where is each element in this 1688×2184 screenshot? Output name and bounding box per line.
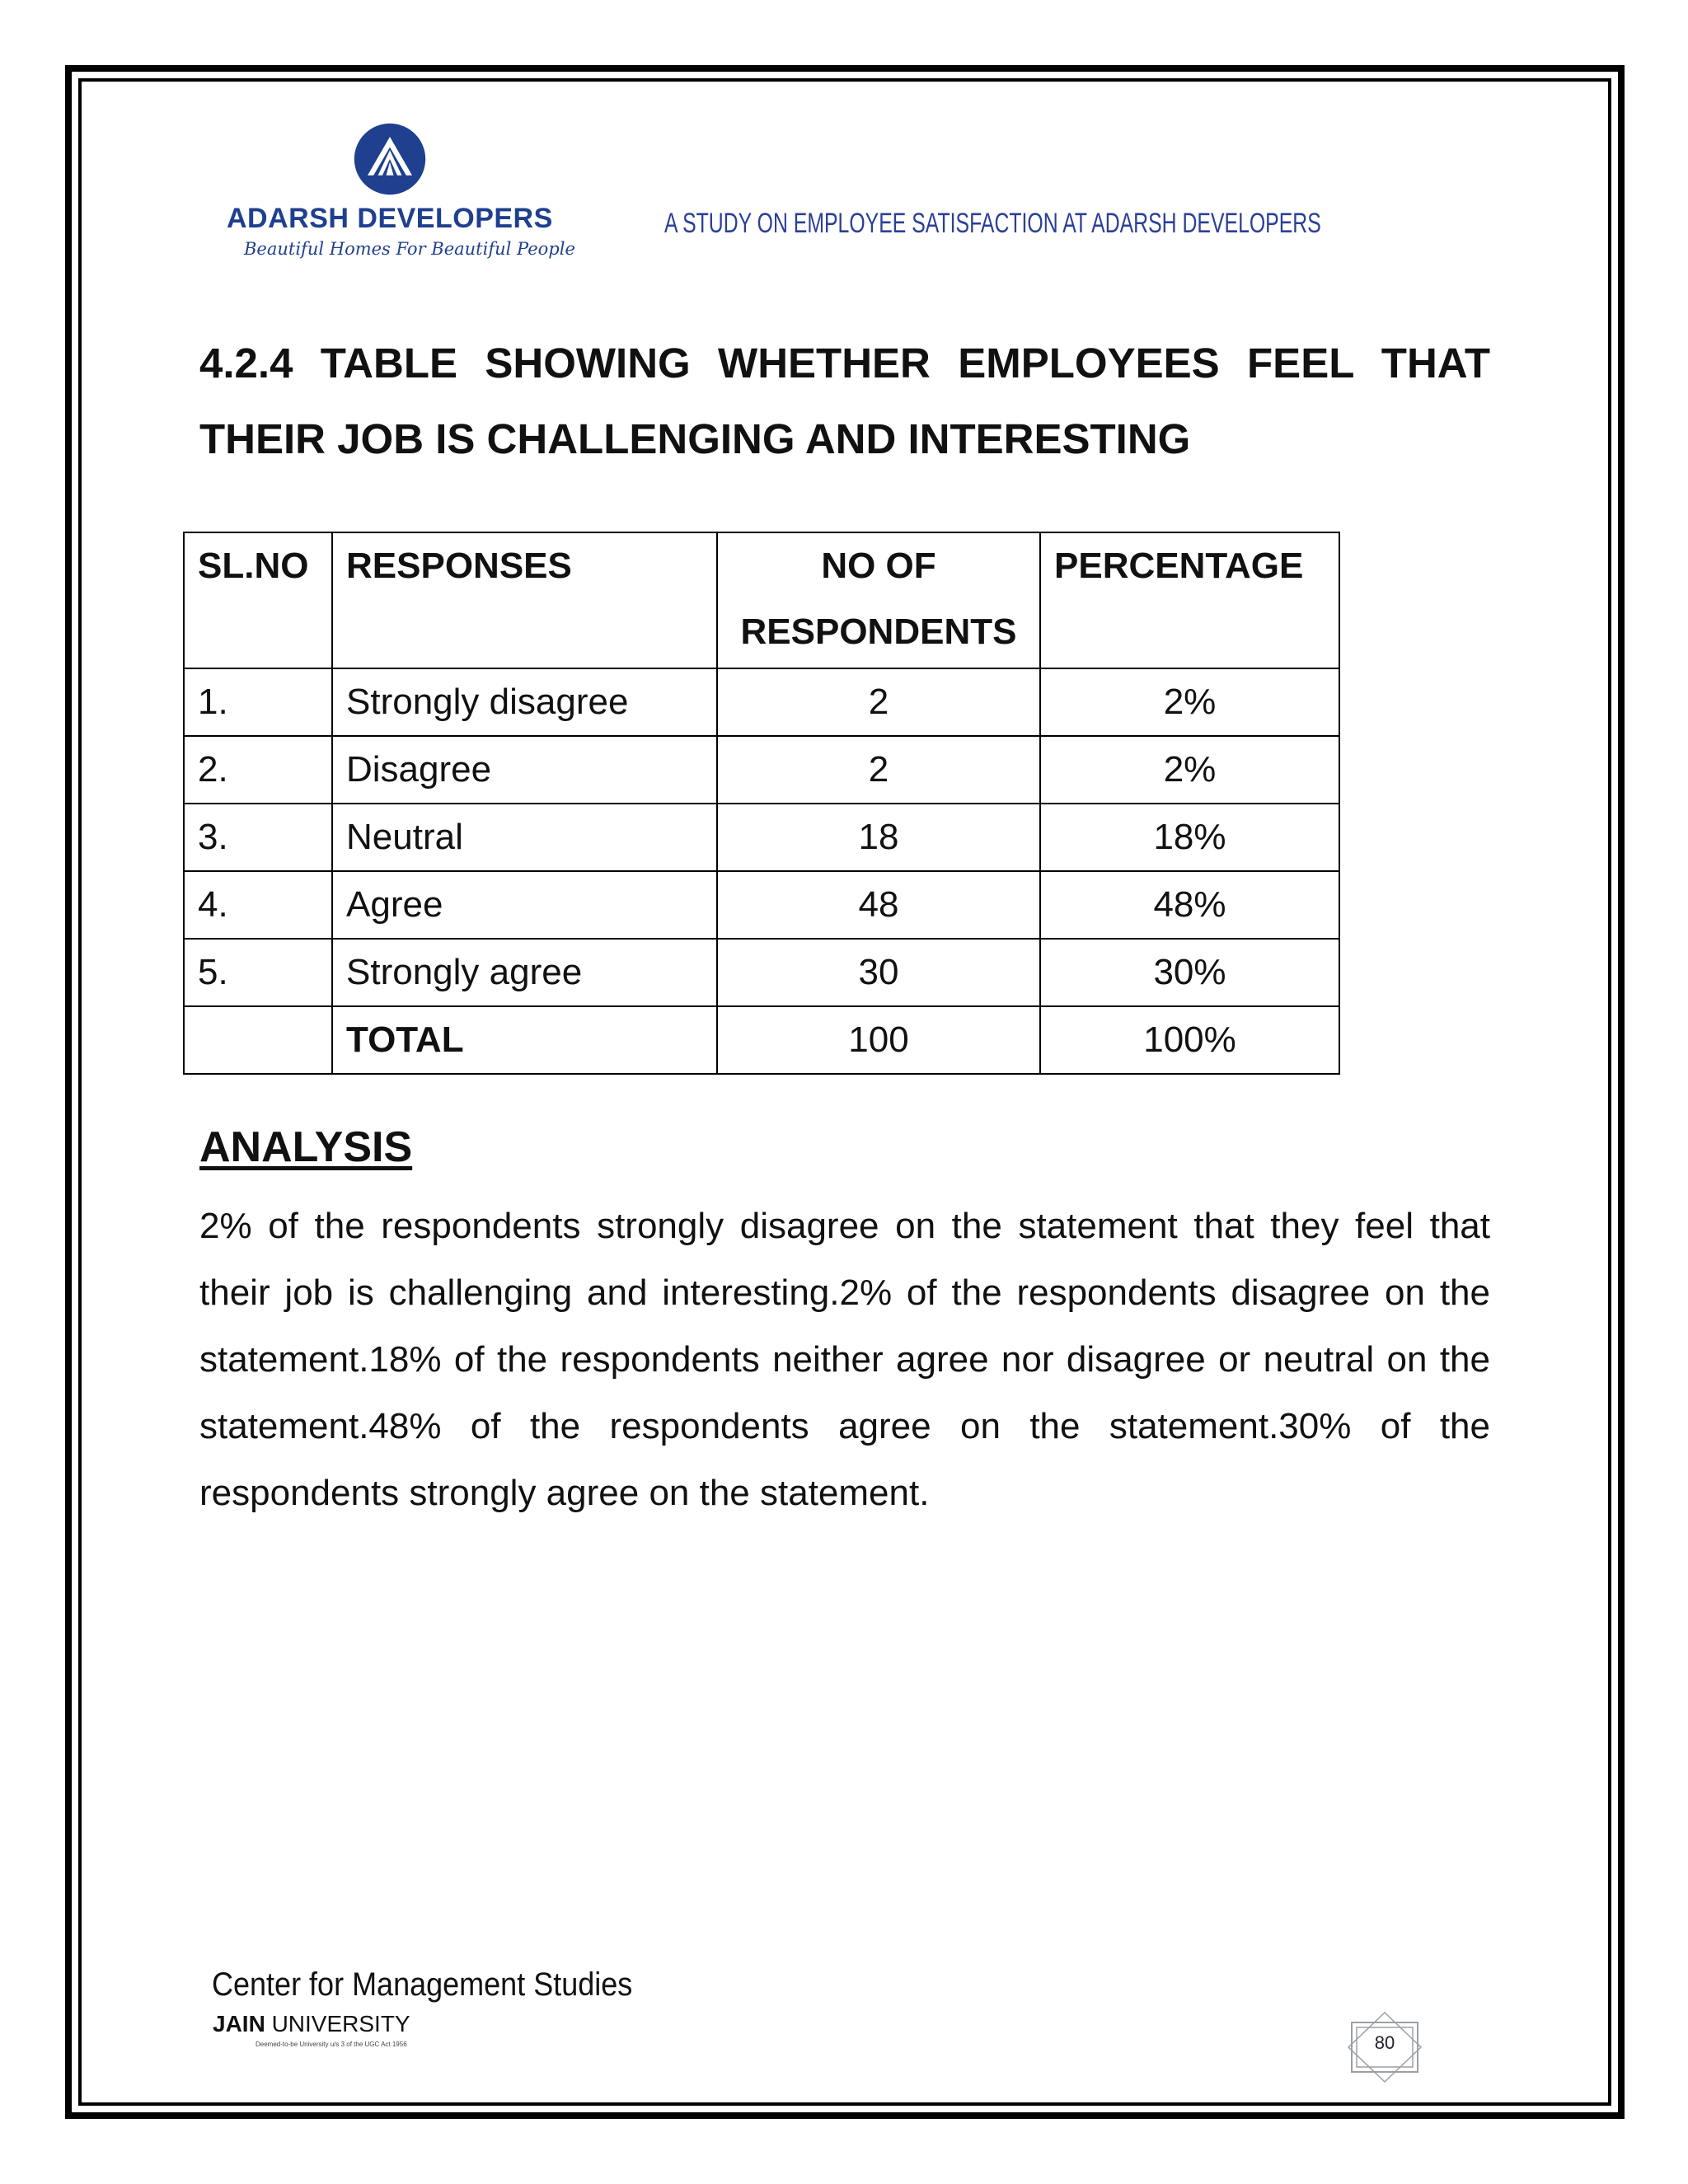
cell-count: 2 (717, 736, 1040, 804)
footer-university (213, 2011, 410, 2037)
cell-response: Strongly disagree (332, 668, 717, 736)
company-name: ADARSH DEVELOPERS (227, 203, 553, 234)
header-percentage: PERCENTAGE (1040, 532, 1339, 668)
footer-center-name: Center for Management Studies (212, 1966, 633, 2003)
header-responses: RESPONSES (332, 532, 717, 668)
table-row (184, 736, 1339, 804)
cell-response: Strongly agree (332, 939, 717, 1006)
cell-slno: 2. (184, 736, 332, 804)
cell-slno: 5. (184, 939, 332, 1006)
cell-response: Agree (332, 871, 717, 939)
cell-count: 2 (717, 668, 1040, 736)
cell-total-percent: 100% (1040, 1006, 1339, 1074)
cell-percent: 48% (1040, 871, 1339, 939)
cell-percent: 2% (1040, 736, 1339, 804)
cell-response: Neutral (332, 804, 717, 871)
analysis-title: ANALYSIS (199, 1123, 413, 1171)
cell-slno: 1. (184, 668, 332, 736)
table-row (184, 939, 1339, 1006)
cell-total-label: TOTAL (332, 1006, 717, 1074)
footer-university-note: Deemed-to-be University u/s 3 of the UGC Act 1956 (256, 2041, 407, 2048)
cell-count: 18 (717, 804, 1040, 871)
analysis-text: 2% of the respondents strongly disagree on the statement that they feel that their job is challenging and interesting.2% of the respondents disagree on the statement.18% of the respondents neither agree nor disagree or neutral on the statement.48% of the respondents agree on the statement.30% of the respondents strongly agree on the statement. (199, 1206, 1490, 1513)
table-row (184, 668, 1339, 736)
adarsh-logo-icon (353, 122, 427, 196)
cell-percent: 2% (1040, 668, 1339, 736)
cell-slno: 3. (184, 804, 332, 871)
page-number: 80 (1374, 2032, 1395, 2053)
header-respondents (717, 532, 1040, 668)
cell-count: 30 (717, 939, 1040, 1006)
cell-count: 48 (717, 871, 1040, 939)
responses-table (183, 532, 1340, 1075)
company-tagline: Beautiful Homes For Beautiful People (244, 239, 575, 259)
table-header-row (184, 532, 1339, 668)
cell-slno: 4. (184, 871, 332, 939)
cell-slno (184, 1006, 332, 1074)
table-row (184, 871, 1339, 939)
header-respondents-line2: RESPONDENTS (740, 612, 1017, 652)
cell-percent: 18% (1040, 804, 1339, 871)
study-title: A STUDY ON EMPLOYEE SATISFACTION AT ADARSH DEVELOPERS (664, 208, 1321, 239)
cell-total-count: 100 (717, 1006, 1040, 1074)
table-heading: 4.2.4 TABLE SHOWING WHETHER EMPLOYEES FEEL THAT THEIR JOB IS CHALLENGING AND INTERESTING (199, 340, 1490, 462)
footer-university-rest: UNIVERSITY (265, 2011, 410, 2036)
table-total-row (184, 1006, 1339, 1074)
cell-percent: 30% (1040, 939, 1339, 1006)
header-respondents-line1: NO OF (821, 546, 936, 586)
header-slno: SL.NO (184, 532, 332, 668)
cell-response: Disagree (332, 736, 717, 804)
table-row (184, 804, 1339, 871)
footer-university-bold: JAIN (213, 2011, 265, 2036)
